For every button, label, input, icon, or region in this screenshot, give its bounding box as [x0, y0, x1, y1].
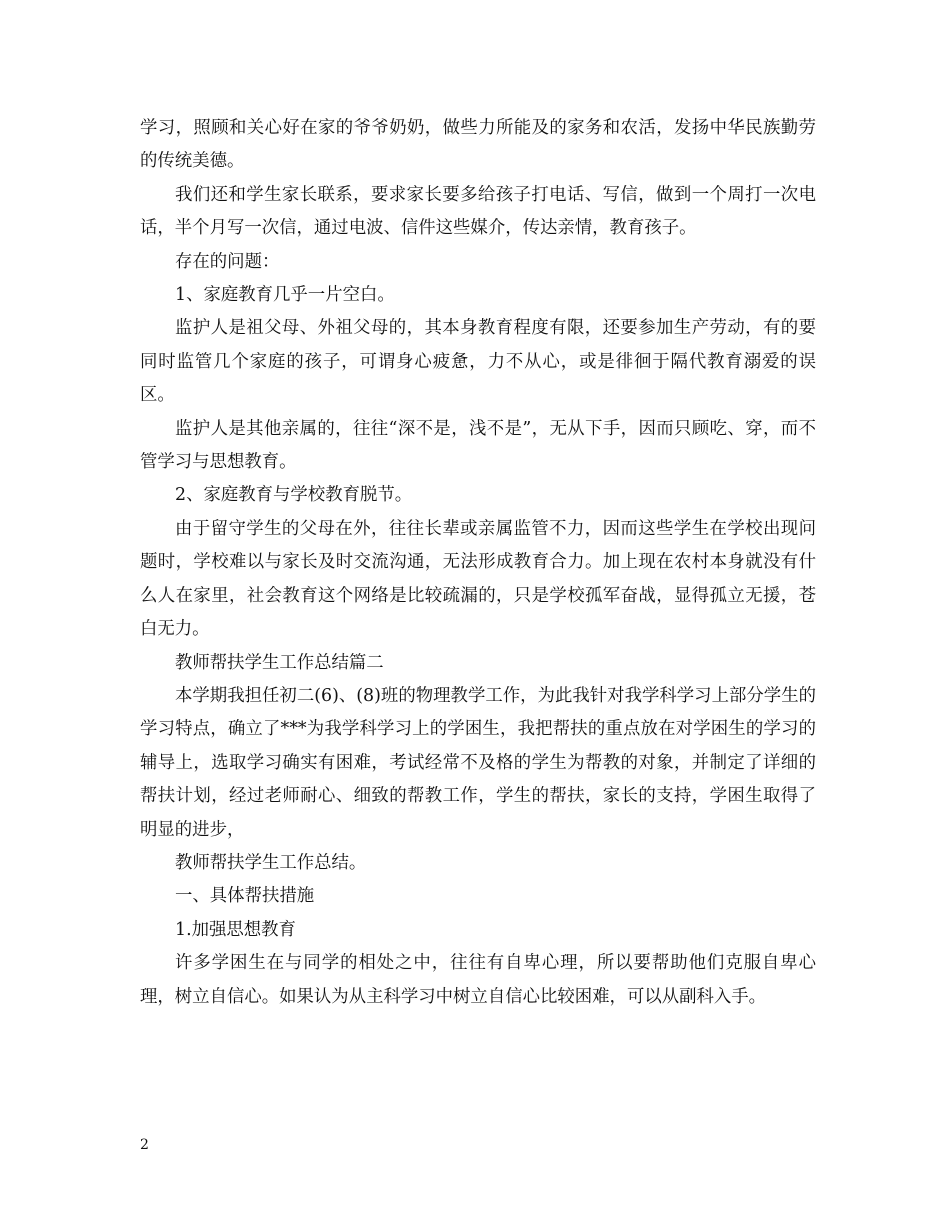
- paragraph-8: 由于留守学生的父母在外，往往长辈或亲属监管不力，因而这些学生在学校出现问题时，学校难以与家长及时交流沟通，无法形成教育合力。加上现在农村本身就没有什么人在家里，社会教育这个网络是比较疏漏的，只是学校孤军奋战，显得孤立无援，苍白无力。: [140, 518, 816, 640]
- paragraph-7: 2、家庭教育与学校教育脱节。: [175, 485, 413, 506]
- paragraph-2: 我们还和学生家长联系，要求家长要多给孩子打电话、写信，做到一个周打一次电话，半个月写一次信，通过电波、信件这些媒介，传达亲情，教育孩子。: [140, 184, 816, 239]
- subheading-measures: 一、具体帮扶措施: [175, 886, 315, 907]
- paragraph-6: 监护人是其他亲属的，往往“深不是，浅不是”，无从下手，因而只顾吃、穿，而不管学习与思想教育。: [140, 418, 816, 473]
- paragraph-14: 许多学困生在与同学的相处之中，往往有自卑心理，所以要帮助他们克服自卑心理，树立自信心。如果认为从主科学习中树立自信心比较困难，可以从副科入手。: [140, 953, 816, 1007]
- paragraph-11: 教师帮扶学生工作总结。: [175, 852, 367, 873]
- subheading-thought-education: 1.加强思想教育: [175, 919, 296, 940]
- paragraph-1: 学习，照顾和关心好在家的爷爷奶奶，做些力所能及的家务和农活，发扬中华民族勤劳的传统美德。: [140, 118, 816, 172]
- paragraph-10: 本学期我担任初二(6)、(8)班的物理教学工作，为此我针对我学科学习上部分学生的学习特点，确立了***为我学科学习上的学困生，我把帮扶的重点放在对学困生的学习的辅导上，选取学习确实有困难，考试经常不及格的学生为帮教的对象，并制定了详细的帮扶计划，经过老师耐心、细致的帮教工作，学生的帮扶，家长的支持，学困生取得了明显的进步，: [140, 685, 816, 840]
- paragraph-3: 存在的问题：: [175, 251, 280, 272]
- section-heading: 教师帮扶学生工作总结篇二: [175, 652, 384, 673]
- paragraph-4: 1、家庭教育几乎一片空白。: [175, 285, 395, 306]
- document-body: [140, 112, 816, 1014]
- paragraph-5: 监护人是祖父母、外祖父母的，其本身教育程度有限，还要参加生产劳动，有的要同时监管几个家庭的孩子，可谓身心疲惫，力不从心，或是徘徊于隔代教育溺爱的误区。: [140, 318, 816, 406]
- page-number: 2: [140, 1137, 149, 1153]
